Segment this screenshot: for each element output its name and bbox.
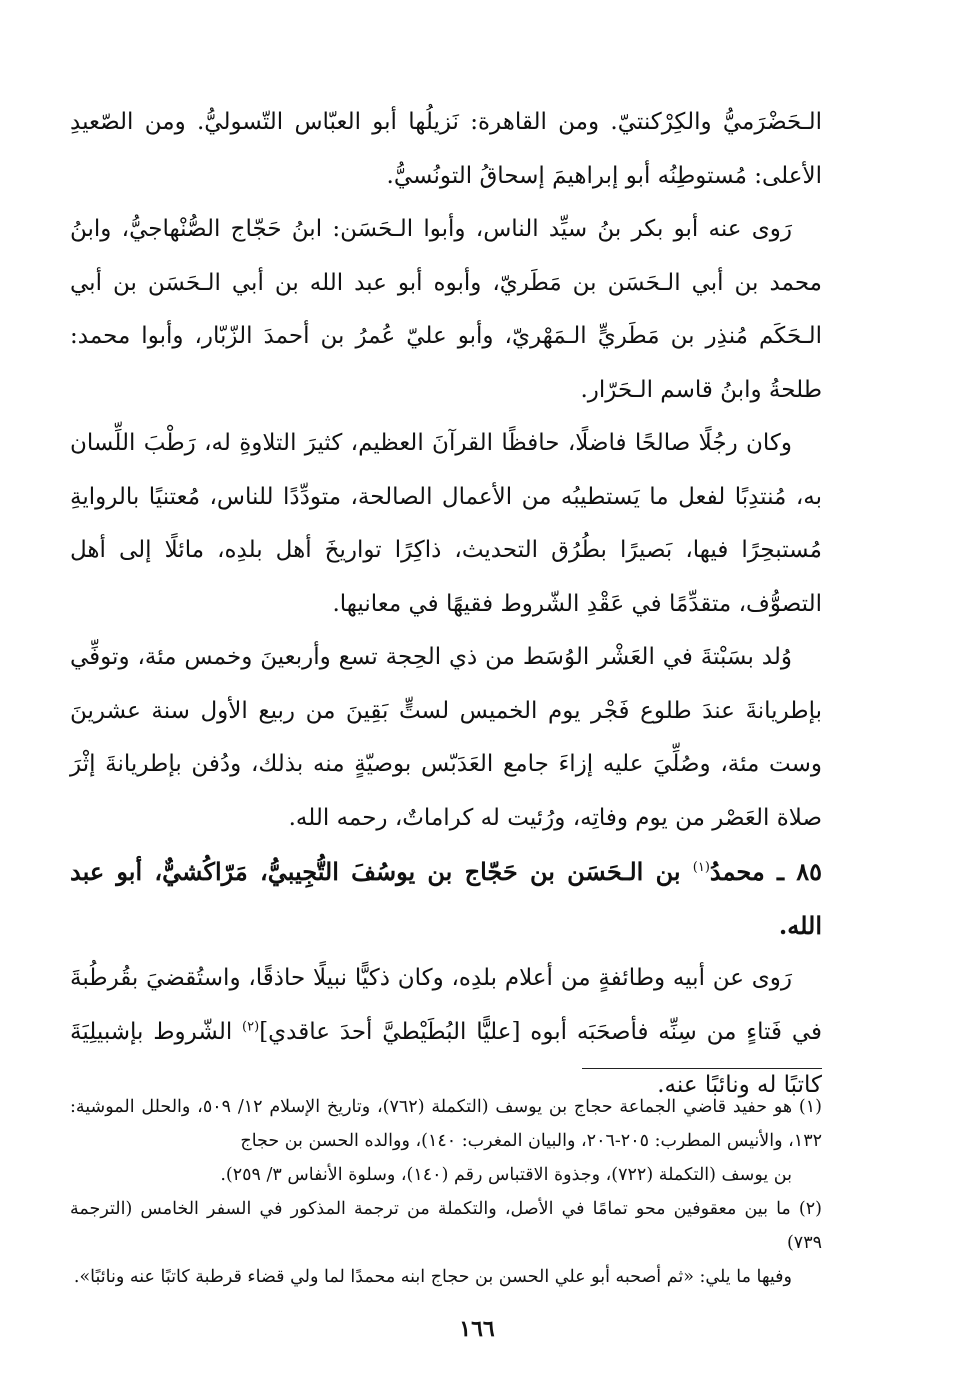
footnote-ref-2: (٢) [242,1018,260,1034]
footnote-divider [582,1068,822,1069]
entry-body-part-b: الشّروط بإشبيلِيَةَ كاتبًا له ونائبًا عنه. [70,1018,822,1098]
entry-body-part-a: رَوى عن أبيه وطائفةٍ من أعلام بلدِه، وكان ذكيًّا نبيلًا حاذقًا، واستُقضيَ بقُرطُبةَ في فَتاءٍ من سِنِّه فأصحَبَه أبوه [عليًّا البُطَيْطيَّ أحدَ عاقدي] [70,965,822,1045]
footnote-2-text: (٢) ما بين معقوفين محو تمامًا في الأصل، والتكملة من ترجمة المذكور في السفر الخامس (الترجمة ٧٣٩) [70,1199,822,1253]
paragraph-birth-death: وُلد بسَبْتةَ في العَشْر الوُسَط من ذي الحِجة تسع وأربعينَ وخمس مئة، وتوفِّي بإطريانةَ عندَ طلوع فَجْر يوم الخميس لستٍّ بَقِينَ من ربيع الأول سنة عشرينَ وست مئة، وصُلِّيَ عليه إزاءَ جامع العَدَبّس بوصيّةٍ منه بذلك، ودُفن بإطريانةَ إثْرَ صلاة العَصْر من يوم وفاتِه، ورُئيت له كراماتٌ، رحمه الله. [70,644,822,831]
footnotes [70,1090,822,1294]
footnote-1-text: (١) هو حفيد قاضي الجماعة حجاج بن يوسف (التكملة (٧٦٢)، وتاريخ الإسلام ١٢/ ٥٠٩، والحلل الموشية: ١٣٢، والأنيس المطرب: ٢٠٥-٢٠٦، والبيان المغرب: ١٤٠)، ووالده الحسن بن حجاج [70,1097,822,1151]
paragraph-narrators: رَوى عنه أبو بكر بنُ سيِّد الناس، وأبوا الـحَسَن: ابنُ حَجّاج الصُّنْهاجيُّ، وابنُ محمد بن أبي الـحَسَن بن مَطَريّ، وأبوه أبو عبد الله بن أبي الـحَسَن بن أبي الـحَكَم مُنذِر بن مَطَريٍّ الـمَهْريّ، وأبو عليّ عُمرُ بن أحمدَ الزّبّار، وأبوا محمد: طلحةُ وابنُ قاسم الـحَرّار. [70,216,822,403]
footnote-1-continuation: بن يوسف (التكملة (٧٢٢)، وجذوة الاقتباس رقم (١٤٠)، وسلوة الأنفاس ٣/ ٢٥٩). [220,1165,792,1185]
footnote-2-continuation: وفيها ما يلي: «ثم أصحبه أبو علي الحسن بن حجاج ابنه محمدًا لما ولي قضاء قرطبة كاتبًا عنه ونائبًا». [73,1267,792,1287]
biography-entry-heading [70,845,822,952]
entry-number-name: ٨٥ ـ محمدُ [709,857,822,886]
paragraph-description: وكان رجُلًا صالحًا فاضلًا، حافظًا القرآنَ العظيم، كثيرَ التلاوةِ له، رَطْبَ اللِّسان به، مُنتدِبًا لفعل ما يَستطيبُه من الأعمال الصالحة، متودِّدًا للناس، مُعتنيًا بالروايةِ مُستبحِرًا فيها، بَصيرًا بطُرُق التحديث، ذاكِرًا تواريخَ أهل بلدِه، مائلًا إلى أهل التصوُّف، متقدِّمًا في عَقْدِ الشّروط فقيهًا في معانيها. [70,430,822,617]
paragraph-continuation: الـحَضْرَميُّ والكِرْكنتيّ. ومن القاهرة: نَزيلُها أبو العبّاس التّسوليُّ. ومن الصّعيدِ الأعلى: مُستوطِنُه أبو إبراهيمَ إسحاقُ التونُسيُّ. [70,109,822,189]
page-number: ١٦٦ [459,1316,495,1342]
entry-name-rest: بن الـحَسَن بن حَجّاج بن يوسُفَ التُّجِيبيُّ، مَرّاكُشيٌّ، أبو عبد الله. [70,857,822,940]
paragraph-entry-body [70,952,822,1113]
footnote-ref-1: (١) [692,860,710,875]
footnote-1 [70,1090,822,1192]
footnote-2 [70,1192,822,1294]
main-text [70,96,822,1113]
